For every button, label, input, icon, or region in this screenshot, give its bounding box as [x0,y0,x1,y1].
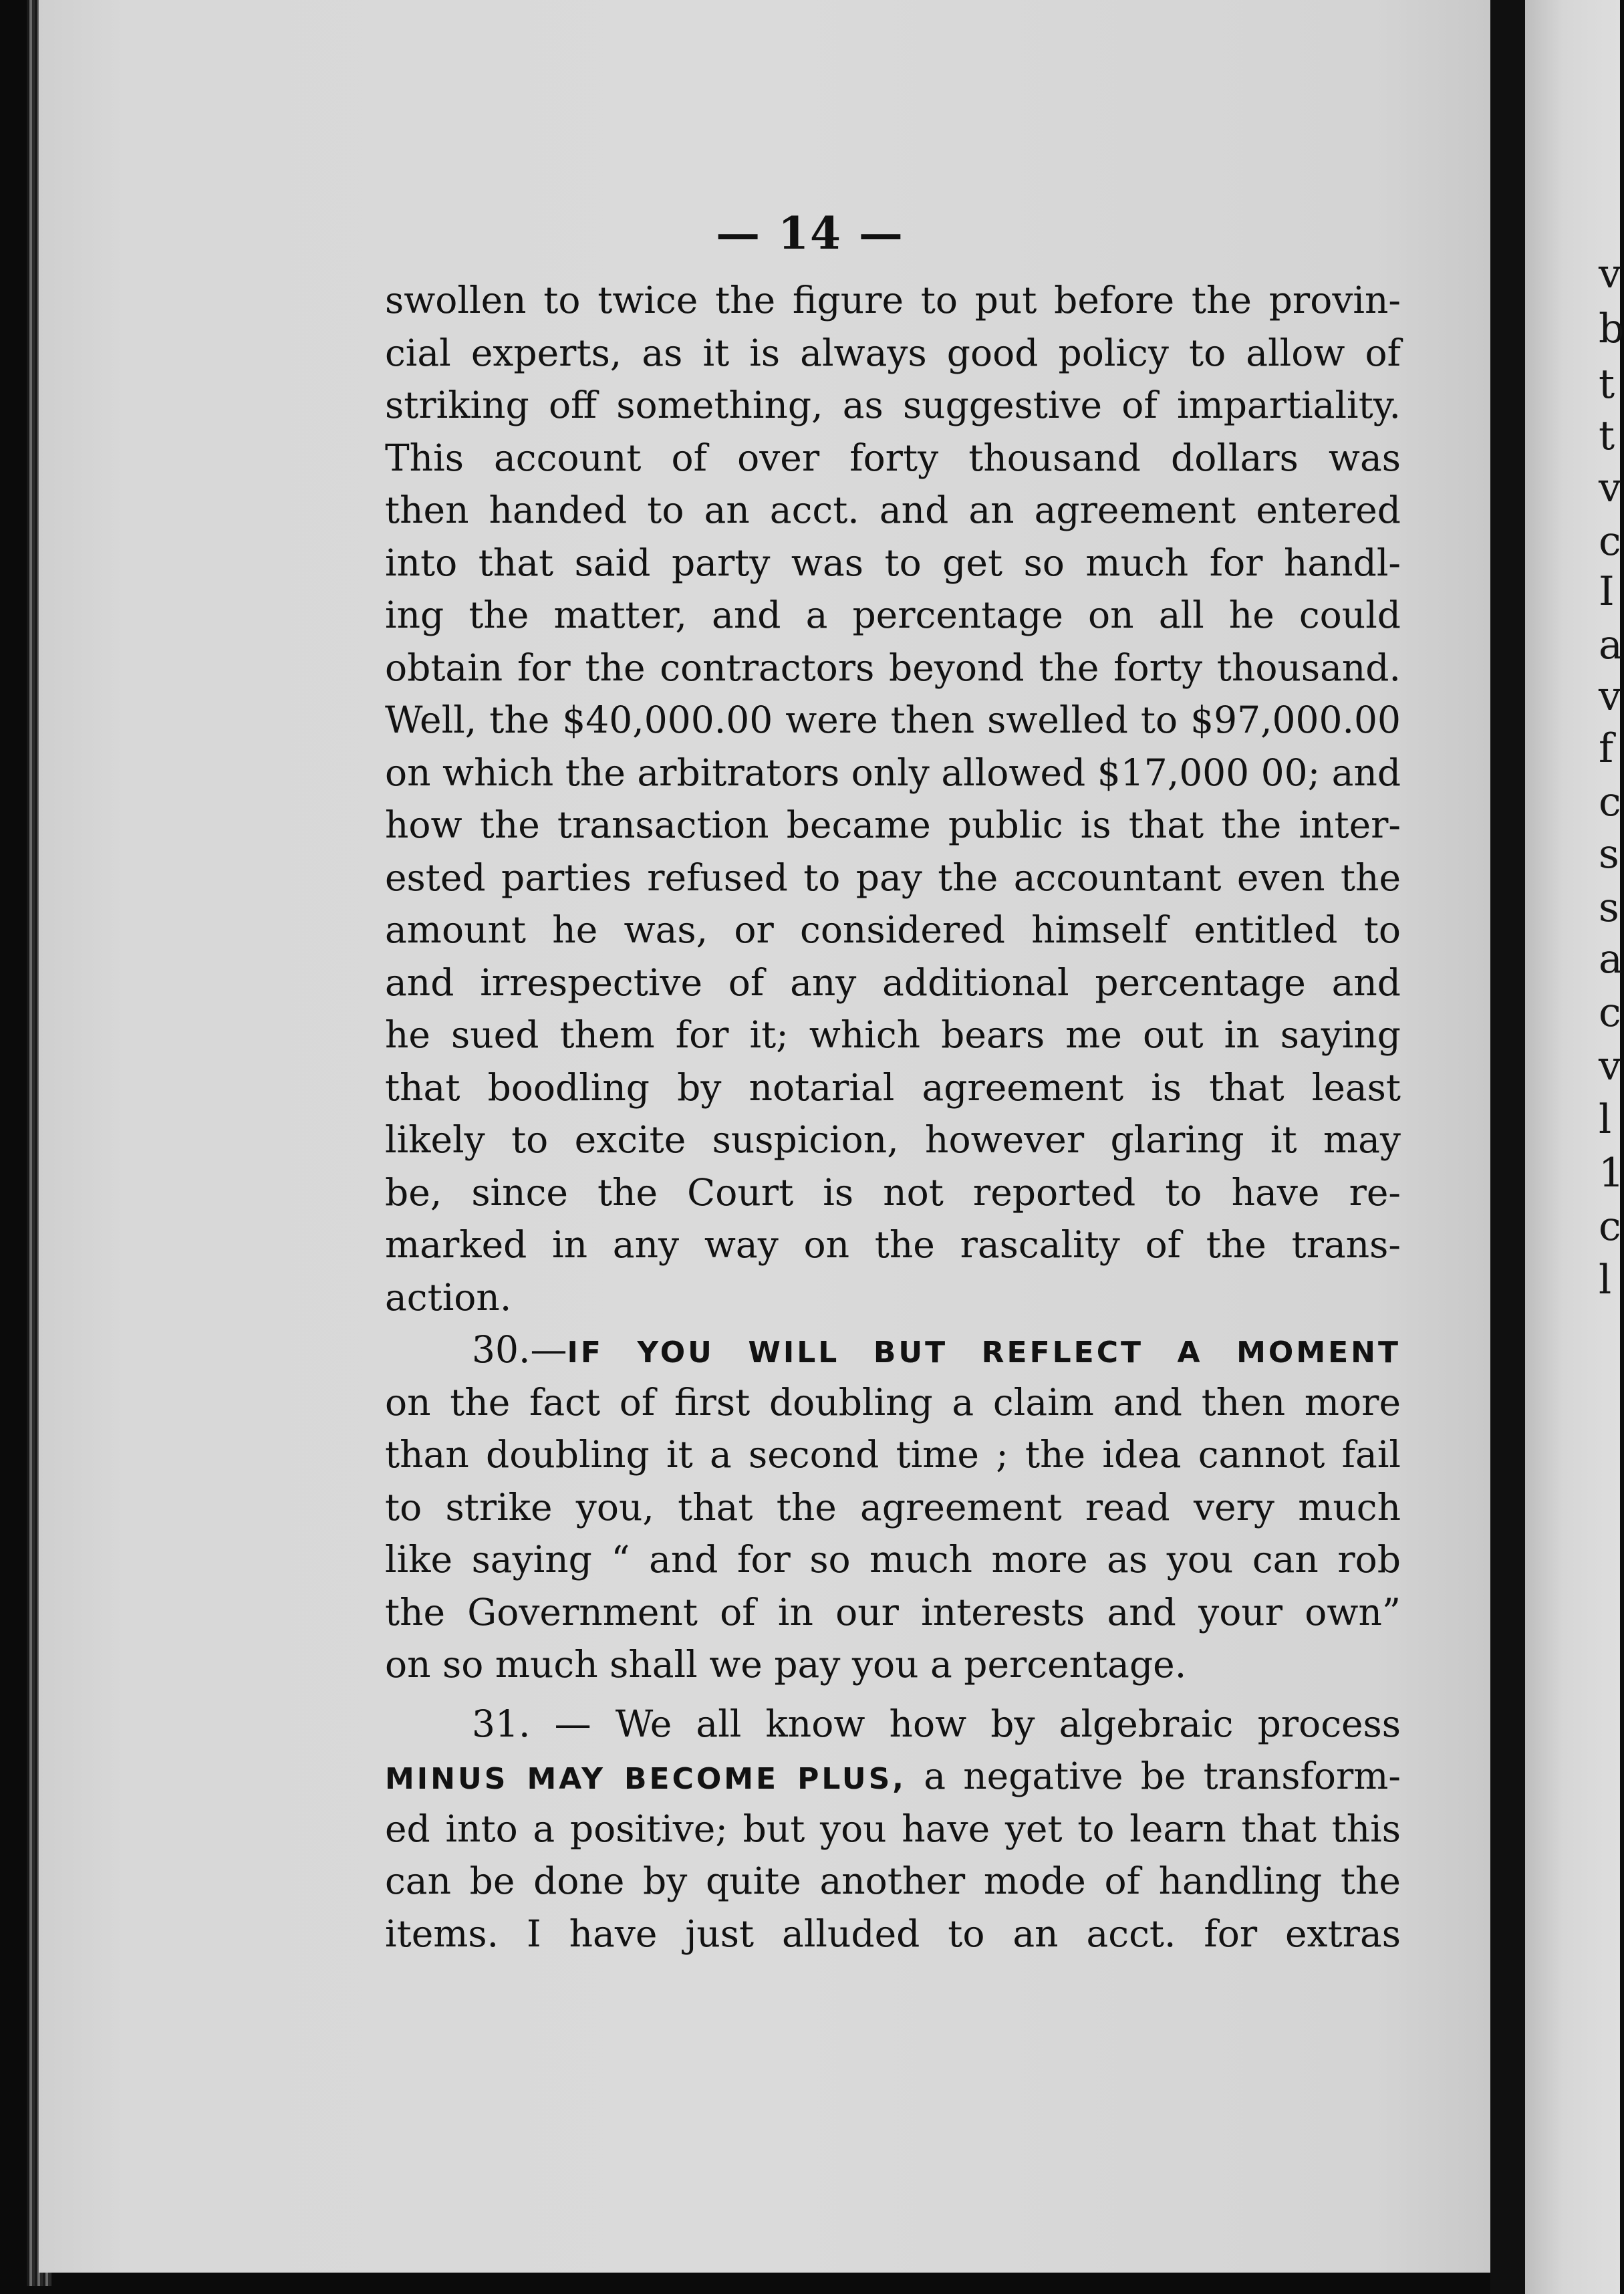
text-line: and irrespective of any additional percentage and [385,961,1401,1004]
facing-page-fragment: I [1599,568,1615,615]
text-line: Well, the $40,000.00 were then swelled to $97,000.00 [385,698,1401,741]
text-line: can be done by quite another mode of handling the [385,1860,1401,1902]
text-line: on the fact of first doubling a claim and then more [385,1380,1401,1424]
text-line: This account of over forty thousand dollars was [385,436,1401,479]
text-line: marked in any way on the rascality of the trans- [385,1223,1401,1266]
facing-page-fragment: v [1599,1043,1621,1090]
text-line: on which the arbitrators only allowed $17,000 00; and [385,751,1401,794]
paragraph-opening-line [385,1323,1401,1376]
text-line: cial experts, as it is always good policy to allow of [385,331,1401,374]
paragraph-opening-line: 31. — We all know how by algebraic process [472,1702,1401,1745]
body-text [385,274,1401,1960]
facing-page-fragment: c [1599,1203,1621,1250]
facing-page-fragment: a [1599,622,1623,668]
text-line: that boodling by notarial agreement is that least [385,1065,1401,1109]
facing-page-fragment: v [1599,673,1621,720]
text-line: to strike you, that the agreement read very much [385,1485,1401,1529]
text-line [385,1750,1401,1803]
facing-page-fragment: c [1599,989,1621,1036]
paragraph-heading: MINUS MAY BECOME PLUS, [385,1762,906,1796]
paragraph-heading: IF YOU WILL BUT REFLECT A MOMENT [567,1335,1401,1370]
facing-page-fragment: l [1599,1257,1612,1303]
text-line: he sued them for it; which bears me out in saying [385,1013,1401,1056]
text-line: the Government of in our interests and your own” [385,1590,1401,1634]
text-line: action. [385,1275,512,1319]
facing-page-fragment: t [1599,412,1615,459]
page-number: — 14 — [716,207,904,259]
facing-page-fragment: s [1599,831,1619,878]
facing-page-fragment: b [1599,305,1624,352]
facing-page-fragment: 1 [1599,1150,1624,1196]
facing-page-fragment: t [1599,361,1615,408]
text-line: into that said party was to get so much for handl- [385,541,1401,584]
text-line: striking off something, as suggestive of impartiality. [385,384,1401,426]
facing-page-fragment: v [1599,465,1621,511]
paragraph-continuation [385,274,1401,1323]
facing-page-fragment: s [1599,884,1619,931]
facing-page-fragment: c [1599,779,1621,825]
facing-page-fragment: f [1599,725,1614,772]
facing-page-fragment: l [1599,1096,1612,1143]
text-line: obtain for the contractors beyond the forty thousand. [385,646,1401,689]
text-line: then handed to an acct. and an agreement entered [385,489,1401,531]
facing-page-fragment: c [1599,518,1621,565]
facing-page-fragment: v [1599,251,1621,297]
text-line: items. I have just alluded to an acct. for extras [385,1912,1401,1955]
heading-tail: a negative be transform- [924,1755,1401,1797]
text-line: be, since the Court is not reported to have re- [385,1170,1401,1214]
text-line: ing the matter, and a percentage on all he could [385,594,1401,636]
text-line: how the transaction became public is that the inter- [385,803,1401,846]
text-line: than doubling it a second time ; the idea cannot fail [385,1433,1401,1476]
paragraph-number: 30.— [472,1328,567,1371]
text-line: likely to excite suspicion, however glaring it may [385,1118,1401,1161]
text-line: like saying “ and for so much more as you can rob [385,1538,1401,1581]
paragraph-31 [385,1698,1401,1960]
paragraph-30 [385,1323,1401,1691]
text-line: ested parties refused to pay the accountant even the [385,856,1401,899]
text-line: amount he was, or considered himself entitled to [385,908,1401,951]
facing-page-fragment: a [1599,936,1623,983]
text-line: swollen to twice the figure to put before the provin- [385,279,1401,322]
book-gutter [1490,0,1525,2294]
text-line: on so much shall we pay you a percentage. [385,1643,1187,1686]
text-line: ed into a positive; but you have yet to learn that this [385,1807,1401,1850]
